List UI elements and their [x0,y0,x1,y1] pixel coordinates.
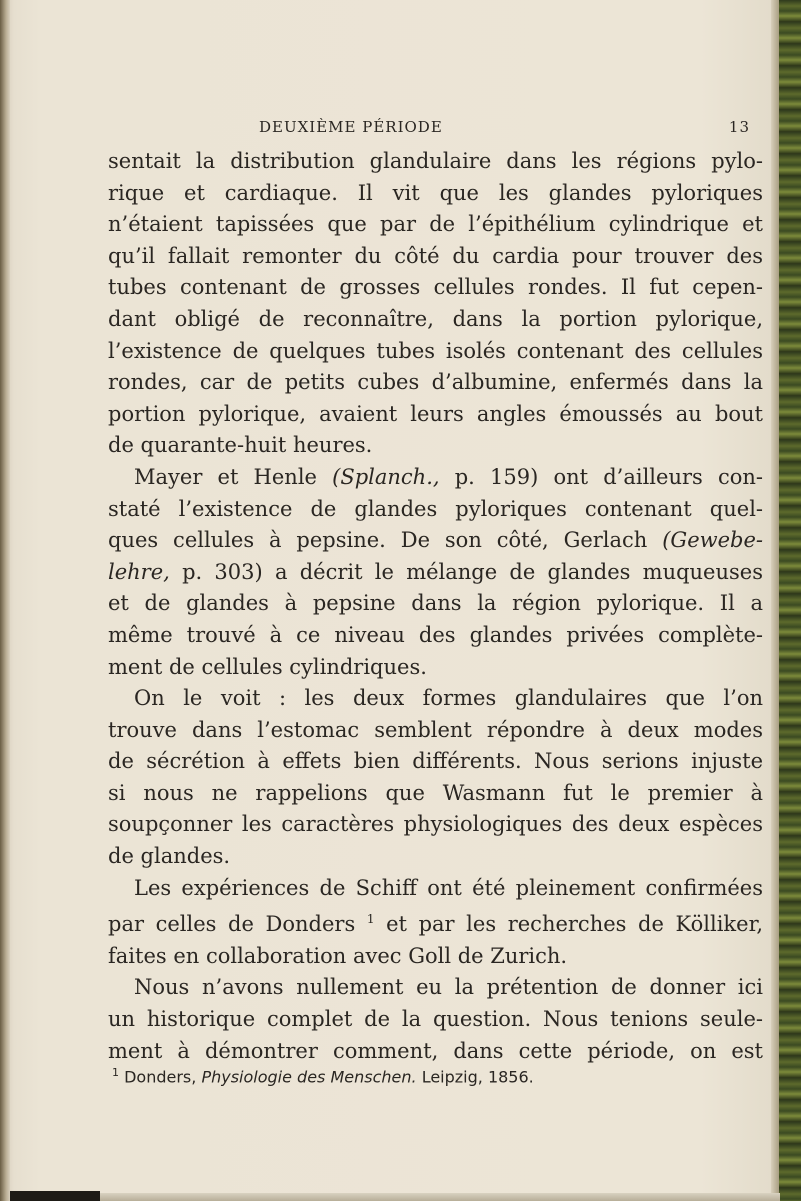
text-run: ques cellules à pepsine. De son côté, Gerlach [108,528,663,553]
text-run: Mayer et Henle [134,464,333,489]
text-line: tubes contenant de grosses cellules rondes. Il fut cepen- [108,275,763,300]
text-line: dant obligé de reconnaître, dans la portion pylorique, [108,306,763,331]
text-line: rondes, car de petits cubes d’albumine, enfermés dans la [108,370,763,395]
footnote [112,1066,762,1086]
page-number: 13 [728,118,750,136]
text-line: staté l’existence de glandes pyloriques contenant quel- [108,496,763,521]
text-line: rique et cardiaque. Il vit que les glandes pyloriques [108,180,763,205]
text-line: faites en collaboration avec Goll de Zurich. [108,943,568,968]
page-bottom-edge [100,1193,780,1201]
text-line [108,557,763,589]
text-line: qu’il fallait remonter du côté du cardia pour trouver des [108,243,763,268]
text-line: si nous ne rappelions que Wasmann fut le premier à [108,780,763,805]
text-line: ment de cellules cylindriques. [108,654,427,679]
text-line: Nous n’avons nullement eu la prétention de donner ici [134,975,763,1000]
text-run: par celles de Donders [108,912,367,937]
binding-gutter [0,0,10,1201]
text-line: l’existence de quelques tubes isolés contenant des cellules [108,338,763,363]
text-line: un historique complet de la question. Nous tenions seule- [108,1007,763,1032]
citation-italic: lehre, [108,559,170,584]
text-line [108,904,763,941]
text-run: p. 303) a décrit le mélange de glandes muqueuses [169,559,763,584]
text-line [108,462,763,494]
text-line: soupçonner les caractères physiologiques des deux espèces [108,812,763,837]
text-line: n’étaient tapissées que par de l’épithélium cylindrique et [108,212,763,237]
citation-italic: (Gewebe- [662,528,763,553]
text-run: et par les recherches de Kölliker, [374,912,763,937]
text-line: même trouvé à ce niveau des glandes privées complète- [108,622,763,647]
scan-artifact [10,1191,100,1201]
cover-edge [779,0,801,1201]
text-line: sentait la distribution glandulaire dans les régions pylo- [108,149,763,173]
text-line: et de glandes à pepsine dans la région pylorique. Il a [108,591,763,616]
page-edge-shadow [771,0,779,1201]
text-line: On le voit : les deux formes glandulaires que l’on [134,686,763,711]
footnote-publication: Leipzig, 1856. [421,1067,534,1087]
running-head: DEUXIÈME PÉRIODE [259,118,443,136]
body-text [108,146,763,1067]
text-line: Les expériences de Schiff ont été pleinement confirmées [134,875,763,900]
text-line: de glandes. [108,844,231,869]
footnote-author: Donders, [124,1067,197,1087]
page-header [110,118,770,142]
footnote-title: Physiologie des Menschen. [201,1067,417,1087]
text-line: trouve dans l’estomac semblent répondre à deux modes [108,717,763,742]
text-line: de sécrétion à effets bien différents. Nous serions injuste [108,749,763,774]
text-line: ment à démontrer comment, dans cette période, on est [108,1038,763,1063]
text-line: portion pylorique, avaient leurs angles émoussés au bout [108,401,763,426]
footnote-marker: 1 [112,1066,119,1079]
text-line: de quarante-huit heures. [108,433,373,458]
citation-italic: (Splanch., [332,464,440,489]
text-run: p. 159) ont d’ailleurs con- [439,464,763,489]
footnote-ref: 1 [366,912,375,927]
text-line [108,525,763,557]
